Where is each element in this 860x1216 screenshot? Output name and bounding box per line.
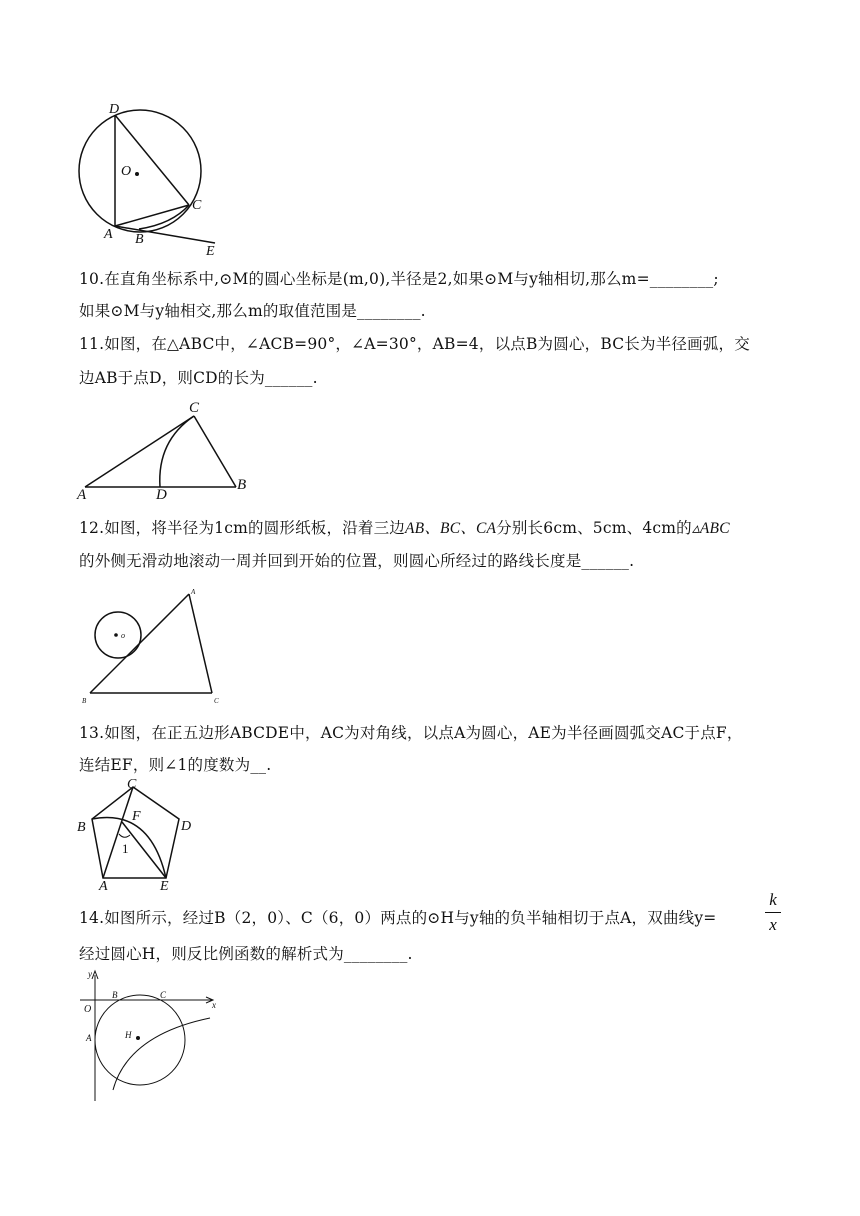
label-e: E [206,244,215,258]
label-b: B [135,232,144,247]
circle-h [95,995,185,1085]
q11-line1: 11.如图，在△ABC中，∠ACB=90°，∠A=30°，AB=4，以点B为圆心，BC长为半径画弧，交 [79,335,750,353]
segment-ac [189,594,212,693]
circle-o [79,110,201,232]
q14-fraction [765,890,781,935]
label-b: B [237,477,247,493]
label-a: A [86,1033,92,1043]
figure-triangle-rolling-circle [78,584,228,709]
center-dot [114,633,118,637]
q12-text-c: 分别长6cm、5cm、4cm的 [496,519,692,537]
fraction-denominator: x [769,915,777,934]
label-a: A [77,487,87,502]
label-a: A [104,227,113,242]
figure-triangle-abc-arc [72,396,262,502]
q11-line2: 边AB于点D，则CD的长为______. [79,369,318,387]
label-e: E [160,879,169,893]
q13-line1: 13.如图，在正五边形ABCDE中，AC为对角线，以点A为圆心，AE为半径画圆弧交AC于点F， [79,724,743,742]
label-f: F [132,809,141,824]
center-dot [135,172,139,176]
segment-ac [85,416,194,487]
label-a: A [99,879,108,893]
q12-sides: AB、BC、CA [405,520,497,537]
q13-line2: 连结EF，则∠1的度数为__. [79,756,272,774]
segment-ac [103,787,133,878]
q12-triangle: ▵ABC [691,520,730,537]
q12-line1 [79,516,789,541]
label-c: C [127,778,137,792]
label-y: y [88,969,92,979]
arc-bfe [92,818,166,878]
label-o: o [121,631,125,640]
label-b: B [77,820,86,835]
q14-line2: 经过圆心H，则反比例函数的解析式为________. [79,945,413,963]
label-one: 1 [122,841,129,856]
label-d: D [156,487,167,502]
label-a: A [191,588,196,596]
label-c: C [192,198,202,213]
segment-cb [194,416,236,487]
label-o: O [84,1004,92,1015]
segment-ef [122,822,166,878]
label-c: C [214,697,219,705]
label-b: B [82,697,87,705]
label-h: H [125,1030,132,1040]
figure-coordinate-circle [80,965,225,1105]
angle-mark [119,834,130,837]
fraction-bar [765,912,781,913]
q12-line2: 的外侧无滑动地滚动一周并回到开始的位置，则圆心所经过的路线长度是______. [79,552,635,570]
label-x: x [212,1000,216,1010]
figure-pentagon [72,778,212,893]
center-h [136,1036,140,1040]
label-c: C [189,400,200,416]
segment-ae [115,226,215,243]
label-b: B [112,990,118,1000]
q10-line1: 10.在直角坐标系中,⊙M的圆心坐标是(m,0),半径是2,如果⊙M与y轴相切,那么m=________; [79,270,719,288]
pentagon-abcde [92,787,179,878]
label-d: D [109,102,120,117]
label-o: O [121,164,132,179]
figure-circle-o [72,98,232,258]
segment-dc [115,115,189,205]
circle-o [95,612,141,658]
fraction-numerator: k [769,890,777,909]
label-c: C [160,990,167,1000]
q14-line1: 14.如图所示，经过B（2，0）、C（6，0）两点的⊙H与y轴的负半轴相切于点A，双曲线y= [79,909,717,927]
label-d: D [181,819,192,834]
q10-line2: 如果⊙M与y轴相交,那么m的取值范围是________. [79,302,426,320]
q12-text-a: 12.如图，将半径为1cm的圆形纸板，沿着三边 [79,519,405,537]
